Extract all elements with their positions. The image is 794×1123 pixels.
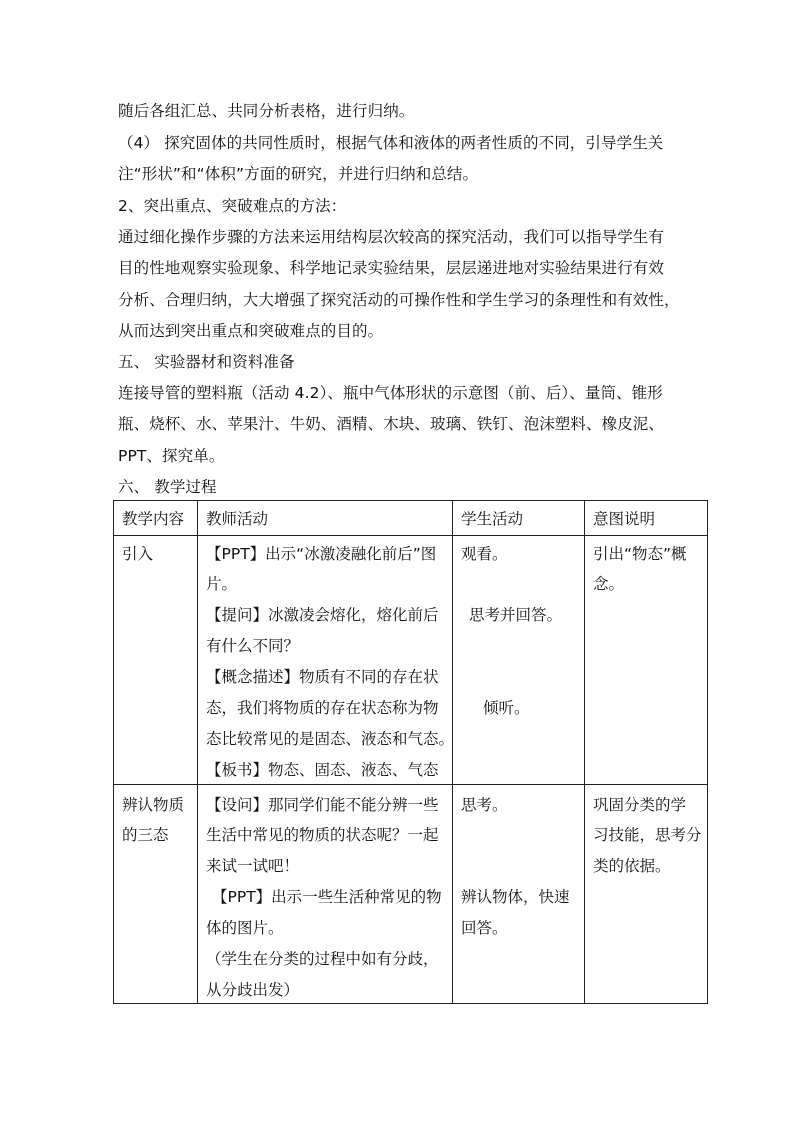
table-row	[114, 536, 708, 785]
content-cell: 引入	[114, 536, 198, 785]
body-line: PPT、探究单。	[118, 447, 225, 465]
table-row	[114, 785, 708, 1004]
teaching-process-table	[113, 500, 708, 1004]
table-header-row	[114, 501, 708, 536]
body-line: 随后各组汇总、共同分析表格，进行归纳。	[118, 102, 415, 120]
section-heading: 2、突出重点、突破难点的方法：	[118, 197, 347, 215]
teacher-activity-cell: 【PPT】出示“冰激凌融化前后”图 片。 【提问】冰激凌会熔化，熔化前后 有什么不同？ 【概念描述】物质有不同的存在状 态，我们将物质的存在状态称为物 态比较常见的是固态、液态和气态。 【板书】物态、固态、液态、气态	[198, 536, 453, 785]
body-line: 通过细化操作步骤的方法来运用结构层次较高的探究活动，我们可以指导学生有	[118, 228, 665, 246]
body-line: 注“形状”和“体积”方面的研究，并进行归纳和总结。	[118, 165, 479, 183]
body-line: 从而达到突出重点和突破难点的目的。	[118, 322, 384, 340]
student-activity-cell: 观看。 思考并回答。 倾听。	[453, 536, 585, 785]
section-heading: 六、 教学过程	[118, 478, 217, 496]
body-line: （4） 探究固体的共同性质时，根据气体和液体的两者性质的不同，引导学生关	[118, 134, 664, 152]
header-cell: 教学内容	[114, 501, 198, 536]
intent-cell: 巩固分类的学 习技能，思考分 类的依据。	[585, 785, 708, 1004]
header-cell: 学生活动	[453, 501, 585, 536]
body-line: 连接导管的塑料瓶（活动 4.2）、瓶中气体形状的示意图（前、后）、量筒、锥形	[118, 384, 663, 402]
intent-cell: 引出“物态”概 念。	[585, 536, 708, 785]
header-cell: 意图说明	[585, 501, 708, 536]
teacher-activity-cell: 【设问】那同学们能不能分辨一些 生活中常见的物质的状态呢？一起 来试一试吧！ 【PPT】出示一些生活种常见的物 体的图片。 （学生在分类的过程中如有分歧， 从分歧出发）	[198, 785, 453, 1004]
student-activity-cell: 思考。 辨认物体，快速 回答。	[453, 785, 585, 1004]
section-heading: 五、 实验器材和资料准备	[118, 353, 295, 371]
body-line: 分析、合理归纳，大大增强了探究活动的可操作性和学生学习的条理性和有效性，	[118, 291, 680, 309]
body-line: 瓶、烧杯、水、苹果汁、牛奶、酒精、木块、玻璃、铁钉、泡沫塑料、橡皮泥、	[118, 415, 665, 433]
body-line: 目的性地观察实验现象、科学地记录实验结果，层层递进地对实验结果进行有效	[118, 259, 665, 277]
header-cell: 教师活动	[198, 501, 453, 536]
content-cell: 辨认物质 的三态	[114, 785, 198, 1004]
